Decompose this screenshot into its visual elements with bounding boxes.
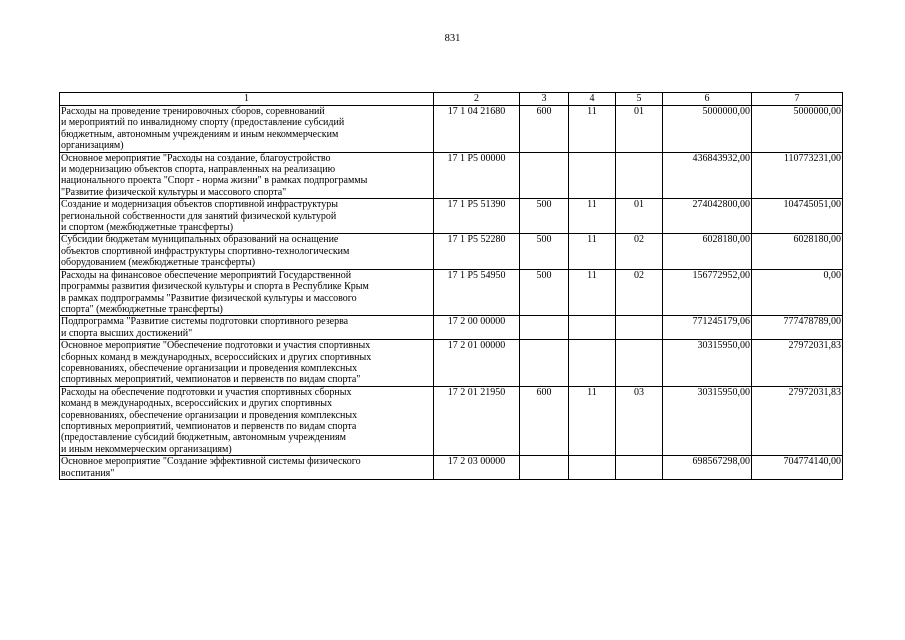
amount-year-1: 30315950,00 bbox=[663, 386, 752, 455]
target-article-code: 17 2 01 21950 bbox=[434, 386, 520, 455]
amount-year-2: 27972031,83 bbox=[752, 386, 843, 455]
amount-year-2: 704774140,00 bbox=[752, 456, 843, 480]
section-code: 11 bbox=[569, 386, 616, 455]
table-row bbox=[60, 234, 843, 269]
row-description: Расходы на проведение тренировочных сборов, соревнований и мероприятий по инвалидному спорту (предоставление субсидий бюджетным, автономным учреждениям и иным некоммерческим организациям) bbox=[60, 106, 434, 153]
row-description: Основное мероприятие "Расходы на создание, благоустройство и модернизацию объектов спорта, направленных на реализацию национального проекта "Спорт - норма жизни" в рамках подпрограммы "Развитие физической культуры и массового спорта" bbox=[60, 152, 434, 199]
subsection-code bbox=[616, 316, 663, 340]
amount-year-2: 777478789,00 bbox=[752, 316, 843, 340]
expense-type-code bbox=[520, 340, 569, 387]
target-article-code: 17 2 00 00000 bbox=[434, 316, 520, 340]
subsection-code: 03 bbox=[616, 386, 663, 455]
amount-year-2: 6028180,00 bbox=[752, 234, 843, 269]
section-code bbox=[569, 456, 616, 480]
amount-year-1: 771245179,06 bbox=[663, 316, 752, 340]
expense-type-code: 600 bbox=[520, 106, 569, 153]
amount-year-2: 110773231,00 bbox=[752, 152, 843, 199]
target-article-code: 17 1 Р5 54950 bbox=[434, 269, 520, 316]
table-row bbox=[60, 340, 843, 387]
column-header: 7 bbox=[752, 93, 843, 106]
header-row bbox=[60, 93, 843, 106]
target-article-code: 17 2 01 00000 bbox=[434, 340, 520, 387]
row-description: Создание и модернизация объектов спортивной инфраструктуры региональной собственности для занятий физической культурой и спортом (межбюджетные трансферты) bbox=[60, 199, 434, 234]
expense-type-code: 500 bbox=[520, 234, 569, 269]
expense-type-code: 600 bbox=[520, 386, 569, 455]
subsection-code bbox=[616, 456, 663, 480]
amount-year-1: 436843932,00 bbox=[663, 152, 752, 199]
row-description: Подпрограмма "Развитие системы подготовки спортивного резерва и спорта высших достижений" bbox=[60, 316, 434, 340]
amount-year-2: 5000000,00 bbox=[752, 106, 843, 153]
column-header: 4 bbox=[569, 93, 616, 106]
row-description: Основное мероприятие "Создание эффективной системы физического воспитания" bbox=[60, 456, 434, 480]
section-code: 11 bbox=[569, 234, 616, 269]
amount-year-1: 156772952,00 bbox=[663, 269, 752, 316]
section-code bbox=[569, 152, 616, 199]
subsection-code: 01 bbox=[616, 106, 663, 153]
budget-table bbox=[59, 92, 843, 480]
amount-year-1: 698567298,00 bbox=[663, 456, 752, 480]
column-header: 1 bbox=[60, 93, 434, 106]
section-code bbox=[569, 316, 616, 340]
row-description: Основное мероприятие "Обеспечение подготовки и участия спортивных сборных команд в международных, всероссийских и других спортивных соревнованиях, обеспечение организации и проведения комплексных спортивных мероприятий, чемпионатов и первенств по видам спорта" bbox=[60, 340, 434, 387]
subsection-code: 02 bbox=[616, 234, 663, 269]
subsection-code bbox=[616, 152, 663, 199]
amount-year-2: 104745051,00 bbox=[752, 199, 843, 234]
expense-type-code bbox=[520, 152, 569, 199]
expense-type-code bbox=[520, 316, 569, 340]
row-description: Субсидии бюджетам муниципальных образований на оснащение объектов спортивной инфраструктуры спортивно-технологическим оборудованием (межбюджетные трансферты) bbox=[60, 234, 434, 269]
target-article-code: 17 1 Р5 52280 bbox=[434, 234, 520, 269]
table-row bbox=[60, 269, 843, 316]
section-code bbox=[569, 340, 616, 387]
section-code: 11 bbox=[569, 106, 616, 153]
table-row bbox=[60, 199, 843, 234]
page-number: 831 bbox=[444, 33, 461, 44]
amount-year-1: 6028180,00 bbox=[663, 234, 752, 269]
row-description: Расходы на обеспечение подготовки и участия спортивных сборных команд в международных, всероссийских и других спортивных соревнованиях, обеспечение организации и проведения комплексных спортивных мероприятий, чемпионатов и первенств по видам спорта (предоставление субсидий бюджетным, автономным учреждениям и иным некоммерческим организациям) bbox=[60, 386, 434, 455]
table-row bbox=[60, 386, 843, 455]
amount-year-1: 5000000,00 bbox=[663, 106, 752, 153]
column-header: 5 bbox=[616, 93, 663, 106]
table-row bbox=[60, 152, 843, 199]
section-code: 11 bbox=[569, 199, 616, 234]
subsection-code bbox=[616, 340, 663, 387]
amount-year-2: 27972031,83 bbox=[752, 340, 843, 387]
table-row bbox=[60, 316, 843, 340]
target-article-code: 17 1 Р5 00000 bbox=[434, 152, 520, 199]
column-header: 2 bbox=[434, 93, 520, 106]
amount-year-1: 274042800,00 bbox=[663, 199, 752, 234]
expense-type-code: 500 bbox=[520, 199, 569, 234]
target-article-code: 17 1 Р5 51390 bbox=[434, 199, 520, 234]
target-article-code: 17 2 03 00000 bbox=[434, 456, 520, 480]
amount-year-1: 30315950,00 bbox=[663, 340, 752, 387]
expense-type-code bbox=[520, 456, 569, 480]
expense-type-code: 500 bbox=[520, 269, 569, 316]
column-header: 6 bbox=[663, 93, 752, 106]
subsection-code: 02 bbox=[616, 269, 663, 316]
row-description: Расходы на финансовое обеспечение мероприятий Государственной программы развития физической культуры и спорта в Республике Крым в рамках подпрограммы "Развитие физической культуры и массового спорта" (межбюджетные трансферты) bbox=[60, 269, 434, 316]
amount-year-2: 0,00 bbox=[752, 269, 843, 316]
column-header: 3 bbox=[520, 93, 569, 106]
target-article-code: 17 1 04 21680 bbox=[434, 106, 520, 153]
table-row bbox=[60, 456, 843, 480]
subsection-code: 01 bbox=[616, 199, 663, 234]
table-row bbox=[60, 106, 843, 153]
section-code: 11 bbox=[569, 269, 616, 316]
